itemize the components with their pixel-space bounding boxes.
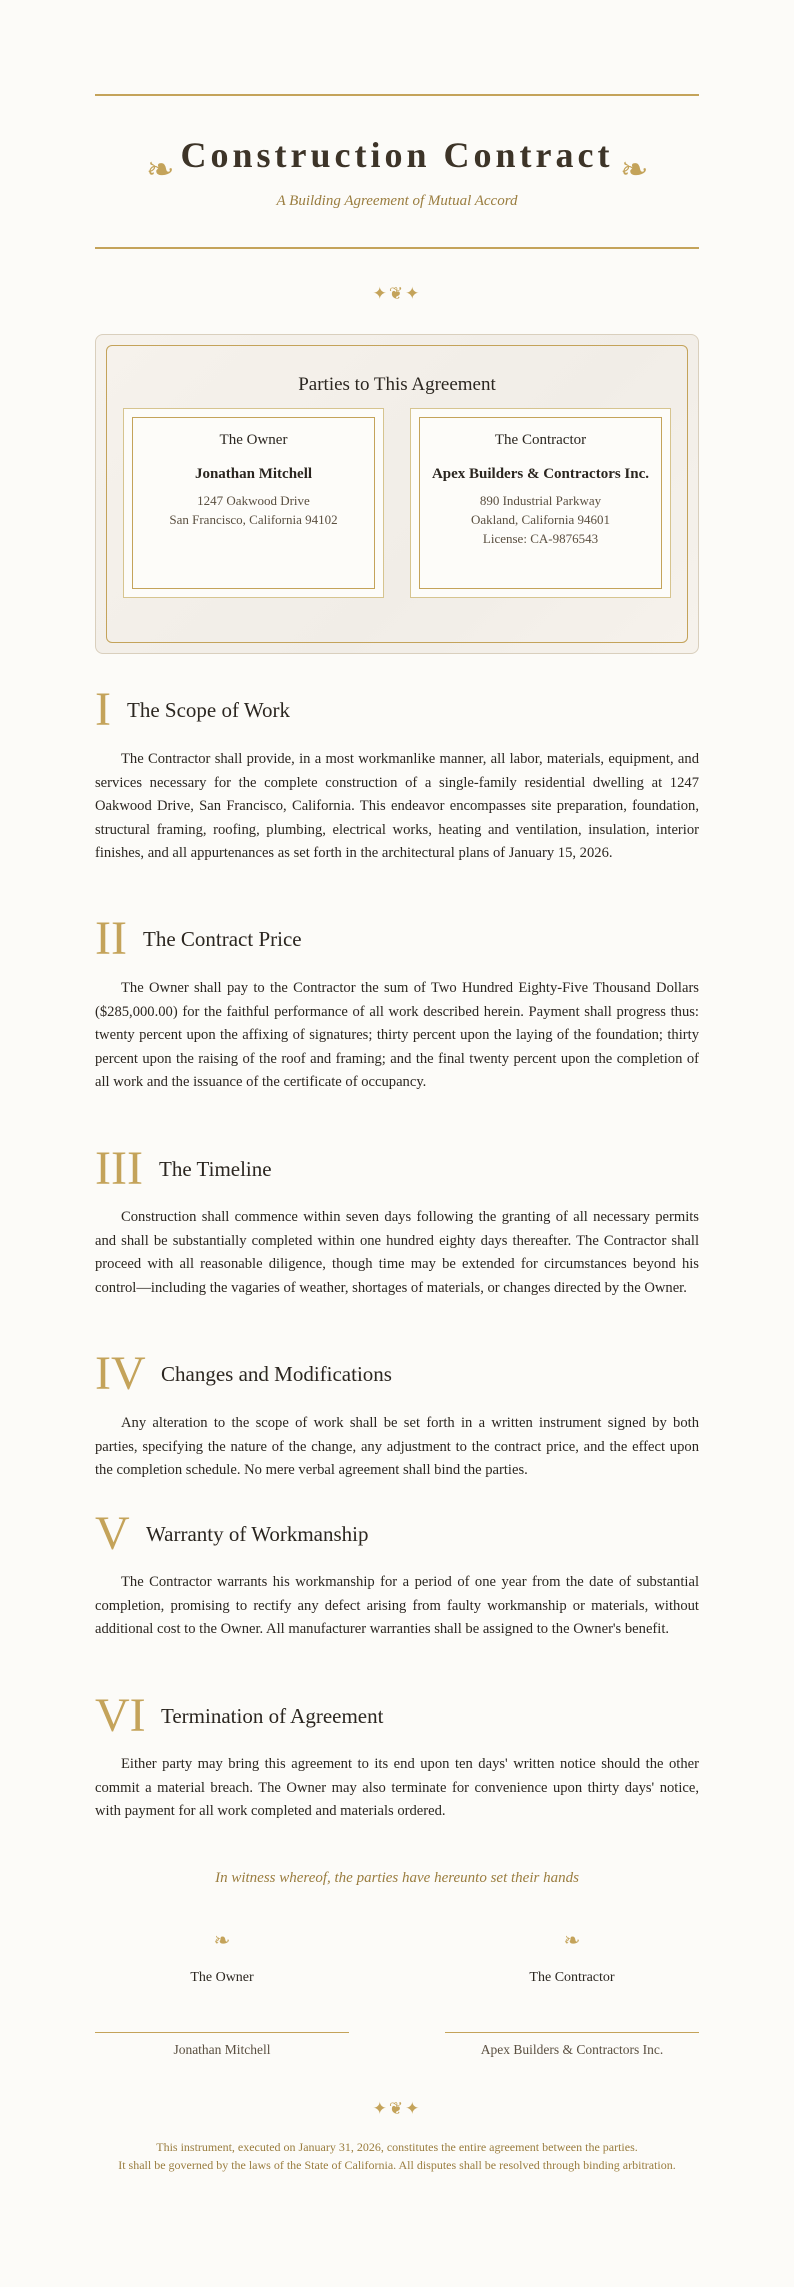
footer-line1: This instrument, executed on January 31, 2026, constitutes the entire agreement between the parties.	[156, 2140, 638, 2154]
section-warranty-body: The Contractor warrants his workmanship for a period of one year from the date of substantial completion, promising to rectify any defect arising from faulty workmanship or materials, without additional cost to the Owner. All manufacturer warranties shall be assigned to the Owner's benefit.	[95, 1574, 699, 1638]
footer-line2: It shall be governed by the laws of the State of California. All disputes shall be resolved through binding arbitration.	[118, 2158, 676, 2172]
section-price-heading	[95, 912, 699, 965]
page-title: Construction Contract	[180, 135, 614, 175]
section-title: The Scope of Work	[127, 698, 290, 722]
contractor-signature-block	[445, 1928, 699, 1986]
owner-card	[123, 408, 384, 598]
parties-panel-frame	[106, 345, 688, 643]
section-timeline-body: Construction shall commence within seven days following the granting of all necessary permits and shall be substantially completed within one hundred eighty days thereafter. The Contractor shall proceed with all reasonable diligence, though time may be extended for circumstances beyond his control—including the vagaries of weather, shortages of materials, or changes directed by the Owner.	[95, 1209, 699, 1296]
contractor-license: License: CA-9876543	[482, 531, 599, 546]
contractor-name: Apex Builders & Contractors Inc.	[431, 466, 650, 482]
contractor-address-line1: 890 Industrial Parkway	[479, 493, 602, 508]
owner-signature-name: Jonathan Mitchell	[173, 2042, 271, 2057]
owner-signature-role: The Owner	[190, 1970, 254, 1985]
parties-heading: Parties to This Agreement	[298, 374, 496, 395]
fleuron-right-icon: ❧	[620, 150, 649, 190]
owner-signature-block	[95, 1928, 349, 1986]
ornament-bottom-icon: ✦❦✦	[372, 2099, 422, 2119]
owner-name: Jonathan Mitchell	[194, 466, 313, 482]
owner-address-line2: San Francisco, California 94102	[169, 512, 338, 527]
header-bottom-rule	[95, 247, 699, 249]
section-title: Warranty of Workmanship	[146, 1522, 369, 1546]
section-scope-body: The Contractor shall provide, in a most workmanlike manner, all labor, materials, equipment, and services necessary for the complete construction of a single-family residential dwelling at 1247 Oakwood Drive, San Francisco, California. This endeavor encompasses site preparation, foundation, structural framing, roofing, plumbing, electrical works, heating and ventilation, insulation, interior finishes, and all appurtenances as set forth in the architectural plans of January 15, 2026.	[95, 751, 699, 862]
page-subtitle: A Building Agreement of Mutual Accord	[276, 193, 518, 209]
section-price-body: The Owner shall pay to the Contractor the sum of Two Hundred Eighty-Five Thousand Dollars ($285,000.00) for the faithful performance of all work described herein. Payment shall progress thus: twenty percent upon the affixing of signatures; thirty percent upon the laying of the foundation; thirty percent upon the raising of the roof and framing; and the final twenty percent upon the completion of all work and the issuance of the certificate of occupancy.	[95, 980, 699, 1091]
ornament-top-icon: ✦❦✦	[372, 284, 422, 304]
section-title: Termination of Agreement	[161, 1704, 384, 1728]
owner-address-line1: 1247 Oakwood Drive	[197, 493, 310, 508]
leaf-icon: ❧	[213, 1928, 231, 1952]
section-numeral: I	[95, 683, 111, 736]
section-warranty-heading	[95, 1507, 699, 1560]
owner-role: The Owner	[219, 432, 288, 448]
footer-note	[115, 2138, 679, 2174]
section-title: The Timeline	[159, 1157, 272, 1181]
section-numeral: II	[95, 912, 127, 965]
section-title: Changes and Modifications	[161, 1362, 392, 1386]
section-numeral: V	[95, 1507, 130, 1560]
section-termination-body: Either party may bring this agreement to its end upon ten days' written notice should the other commit a material breach. The Owner may also terminate for convenience upon thirty days' notice, with payment for all work completed and materials ordered.	[95, 1756, 699, 1820]
contractor-role: The Contractor	[494, 432, 587, 448]
section-numeral: III	[95, 1142, 143, 1195]
parties-panel	[95, 334, 699, 654]
contractor-signature-line	[445, 2032, 699, 2033]
contractor-signature-role: The Contractor	[529, 1970, 615, 1985]
leaf-icon: ❧	[563, 1928, 581, 1952]
owner-signature-line	[95, 2032, 349, 2033]
header-top-rule	[95, 94, 699, 96]
section-numeral: IV	[95, 1347, 146, 1400]
section-timeline-heading	[95, 1142, 699, 1195]
section-termination-heading	[95, 1689, 699, 1742]
section-numeral: VI	[95, 1689, 146, 1742]
section-title: The Contract Price	[143, 927, 302, 951]
section-changes-body: Any alteration to the scope of work shall be set forth in a written instrument signed by both parties, specifying the nature of the change, any adjustment to the contract price, and the effect upon the completion schedule. No mere verbal agreement shall bind the parties.	[95, 1415, 699, 1479]
contractor-signature-name: Apex Builders & Contractors Inc.	[480, 2042, 664, 2057]
contractor-address-line2: Oakland, California 94601	[471, 512, 610, 527]
section-scope-heading	[95, 683, 699, 736]
section-changes-heading	[95, 1347, 699, 1400]
witness-clause: In witness whereof, the parties have hereunto set their hands	[215, 1870, 579, 1886]
fleuron-left-icon: ❧	[146, 150, 175, 190]
contractor-card	[410, 408, 671, 598]
